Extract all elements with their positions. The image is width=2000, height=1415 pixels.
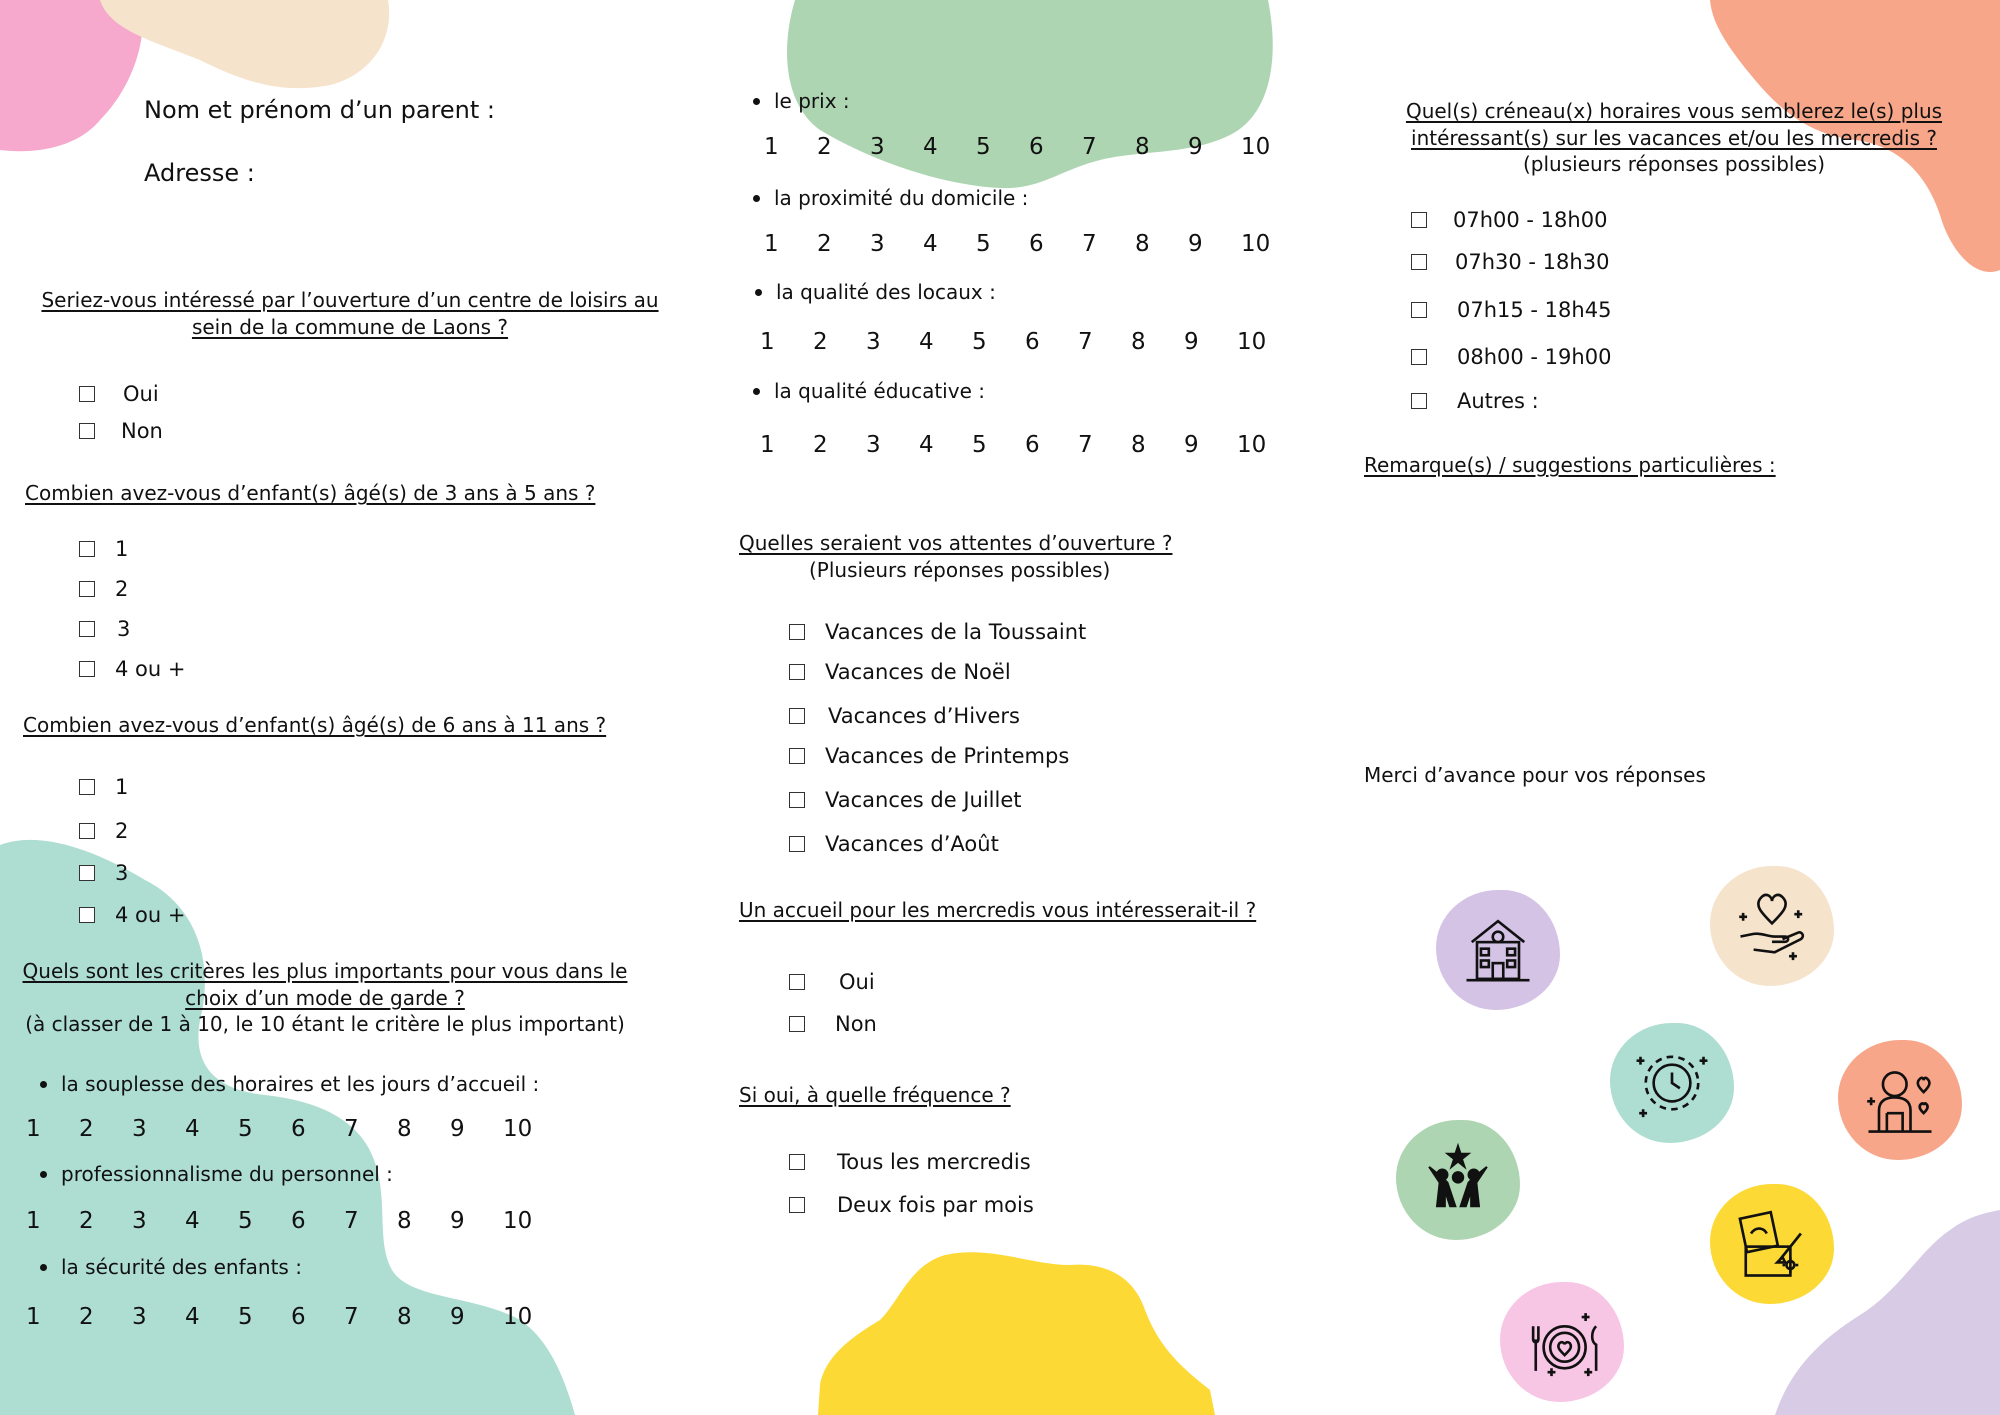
rating-2[interactable]: 2	[79, 1208, 94, 1234]
rating-7[interactable]: 7	[1078, 432, 1093, 458]
checkbox[interactable]	[789, 836, 805, 852]
option-vacances-printemps[interactable]: Vacances de Printemps	[789, 744, 1069, 768]
question-timeslots-title: Quel(s) créneau(x) horaires vous semblerez le(s) plus intéressant(s) sur les vacances et/ou les mercredis ?	[1405, 99, 1943, 150]
rating-3[interactable]: 3	[870, 134, 885, 160]
address-label: Adresse :	[144, 159, 255, 187]
rating-4[interactable]: 4	[919, 432, 934, 458]
rating-2[interactable]: 2	[817, 231, 832, 257]
rating-4[interactable]: 4	[923, 134, 938, 160]
checkbox[interactable]	[79, 621, 95, 637]
option-children-3-5-1[interactable]: 1	[79, 537, 128, 561]
rating-6[interactable]: 6	[1029, 134, 1044, 160]
checkbox[interactable]	[789, 624, 805, 640]
option-vacances-juillet[interactable]: Vacances de Juillet	[789, 788, 1022, 812]
rating-1[interactable]: 1	[764, 231, 779, 257]
cheering-kids-icon	[1396, 1120, 1520, 1240]
option-slot-autres[interactable]: Autres :	[1411, 389, 1539, 413]
rating-7[interactable]: 7	[344, 1304, 359, 1330]
option-interest-non[interactable]: Non	[79, 419, 163, 443]
criterion-price: le prix :	[753, 89, 850, 113]
criterion-safety: la sécurité des enfants :	[40, 1255, 302, 1279]
question-opening-title: Quelles seraient vos attentes d’ouverture ?	[739, 531, 1173, 555]
question-children-6-11: Combien avez-vous d’enfant(s) âgé(s) de 6 ans à 11 ans ?	[23, 713, 607, 737]
rating-4[interactable]: 4	[923, 231, 938, 257]
option-slot-0800-1900[interactable]: 08h00 - 19h00	[1411, 345, 1611, 369]
rating-9[interactable]: 9	[1188, 134, 1203, 160]
option-every-wednesday[interactable]: Tous les mercredis	[789, 1150, 1031, 1174]
checkbox[interactable]	[1411, 393, 1427, 409]
rating-5[interactable]: 5	[972, 432, 987, 458]
rating-scale-schedule[interactable]	[26, 1116, 556, 1142]
rating-8[interactable]: 8	[397, 1208, 412, 1234]
option-vacances-hivers[interactable]: Vacances d’Hivers	[789, 704, 1020, 728]
rating-5[interactable]: 5	[972, 329, 987, 355]
rating-10[interactable]: 10	[1241, 231, 1271, 257]
option-children-3-5-3[interactable]: 3	[79, 617, 130, 641]
checkbox[interactable]	[789, 1016, 805, 1032]
option-children-6-11-4plus[interactable]: 4 ou +	[79, 903, 185, 927]
rating-3[interactable]: 3	[132, 1208, 147, 1234]
arts-crafts-icon	[1710, 1184, 1834, 1304]
rating-10[interactable]: 10	[503, 1116, 533, 1142]
remarks-label: Remarque(s) / suggestions particulières :	[1364, 453, 1776, 477]
checkbox[interactable]	[1411, 302, 1427, 318]
rating-6[interactable]: 6	[291, 1116, 306, 1142]
option-children-3-5-4plus[interactable]: 4 ou +	[79, 657, 185, 681]
criterion-staff: professionnalisme du personnel :	[40, 1162, 393, 1186]
rating-3[interactable]: 3	[132, 1116, 147, 1142]
option-children-6-11-3[interactable]: 3	[79, 861, 128, 885]
rating-3[interactable]: 3	[866, 329, 881, 355]
option-interest-oui[interactable]: Oui	[79, 382, 159, 406]
rating-1[interactable]: 1	[760, 329, 775, 355]
rating-4[interactable]: 4	[919, 329, 934, 355]
checkbox[interactable]	[1411, 349, 1427, 365]
rating-9[interactable]: 9	[450, 1116, 465, 1142]
rating-5[interactable]: 5	[976, 134, 991, 160]
rating-8[interactable]: 8	[1131, 432, 1146, 458]
rating-3[interactable]: 3	[870, 231, 885, 257]
checkbox[interactable]	[79, 541, 95, 557]
checkbox[interactable]	[789, 1154, 805, 1170]
checkbox[interactable]	[789, 748, 805, 764]
option-children-6-11-1[interactable]: 1	[79, 775, 128, 799]
criterion-education: la qualité éducative :	[753, 379, 985, 403]
option-children-6-11-2[interactable]: 2	[79, 819, 128, 843]
question-interest: Seriez-vous intéressé par l’ouverture d’un centre de loisirs au sein de la commune de Laons ?	[41, 288, 659, 339]
criterion-proximity: la proximité du domicile :	[753, 186, 1028, 210]
checkbox[interactable]	[79, 423, 95, 439]
question-criteria-subtitle: (à classer de 1 à 10, le 10 étant le critère le plus important)	[25, 1012, 625, 1036]
checkbox[interactable]	[789, 1197, 805, 1213]
checkbox[interactable]	[79, 779, 95, 795]
rating-10[interactable]: 10	[1237, 329, 1267, 355]
rating-1[interactable]: 1	[26, 1208, 41, 1234]
rating-9[interactable]: 9	[1188, 231, 1203, 257]
rating-9[interactable]: 9	[450, 1208, 465, 1234]
question-children-3-5: Combien avez-vous d’enfant(s) âgé(s) de 3 ans à 5 ans ?	[25, 481, 596, 505]
rating-1[interactable]: 1	[760, 432, 775, 458]
checkbox[interactable]	[789, 974, 805, 990]
checkbox[interactable]	[79, 581, 95, 597]
rating-scale-premises[interactable]	[760, 329, 1290, 355]
rating-10[interactable]: 10	[503, 1208, 533, 1234]
rating-7[interactable]: 7	[344, 1208, 359, 1234]
rating-6[interactable]: 6	[291, 1304, 306, 1330]
rating-2[interactable]: 2	[813, 432, 828, 458]
criterion-premises: la qualité des locaux :	[755, 280, 996, 304]
rating-8[interactable]: 8	[1135, 134, 1150, 160]
option-wednesday-non[interactable]: Non	[789, 1012, 877, 1036]
rating-8[interactable]: 8	[397, 1304, 412, 1330]
rating-8[interactable]: 8	[1131, 329, 1146, 355]
checkbox[interactable]	[1411, 254, 1427, 270]
clock-gear-icon	[1610, 1023, 1734, 1143]
rating-1[interactable]: 1	[26, 1304, 41, 1330]
option-slot-0700-1800[interactable]: 07h00 - 18h00	[1411, 208, 1607, 232]
mother-hearts-icon	[1838, 1040, 1962, 1160]
rating-6[interactable]: 6	[291, 1208, 306, 1234]
rating-5[interactable]: 5	[976, 231, 991, 257]
checkbox[interactable]	[79, 865, 95, 881]
checkbox[interactable]	[789, 792, 805, 808]
option-vacances-noel[interactable]: Vacances de Noël	[789, 660, 1011, 684]
rating-4[interactable]: 4	[185, 1208, 200, 1234]
checkbox[interactable]	[79, 823, 95, 839]
school-icon	[1436, 890, 1560, 1010]
checkbox[interactable]	[79, 661, 95, 677]
rating-scale-staff[interactable]	[26, 1208, 556, 1234]
rating-7[interactable]: 7	[344, 1116, 359, 1142]
rating-4[interactable]: 4	[185, 1116, 200, 1142]
rating-5[interactable]: 5	[238, 1304, 253, 1330]
rating-7[interactable]: 7	[1082, 134, 1097, 160]
option-twice-month[interactable]: Deux fois par mois	[789, 1193, 1034, 1217]
rating-6[interactable]: 6	[1029, 231, 1044, 257]
option-slot-0715-1845[interactable]: 07h15 - 18h45	[1411, 298, 1611, 322]
checkbox[interactable]	[79, 907, 95, 923]
rating-5[interactable]: 5	[238, 1116, 253, 1142]
rating-scale-safety[interactable]	[26, 1304, 556, 1330]
rating-8[interactable]: 8	[397, 1116, 412, 1142]
rating-10[interactable]: 10	[1237, 432, 1267, 458]
checkbox[interactable]	[1411, 212, 1427, 228]
rating-scale-proximity[interactable]	[764, 231, 1294, 257]
rating-3[interactable]: 3	[132, 1304, 147, 1330]
option-slot-0730-1830[interactable]: 07h30 - 18h30	[1411, 250, 1609, 274]
parent-name-label: Nom et prénom d’un parent :	[144, 96, 495, 124]
rating-10[interactable]: 10	[503, 1304, 533, 1330]
rating-1[interactable]: 1	[26, 1116, 41, 1142]
rating-2[interactable]: 2	[817, 134, 832, 160]
rating-7[interactable]: 7	[1082, 231, 1097, 257]
rating-3[interactable]: 3	[866, 432, 881, 458]
checkbox[interactable]	[79, 386, 95, 402]
rating-9[interactable]: 9	[1184, 329, 1199, 355]
rating-2[interactable]: 2	[813, 329, 828, 355]
option-children-3-5-2[interactable]: 2	[79, 577, 128, 601]
rating-6[interactable]: 6	[1025, 432, 1040, 458]
rating-7[interactable]: 7	[1078, 329, 1093, 355]
thanks-message: Merci d’avance pour vos réponses	[1364, 763, 1706, 787]
question-wednesday: Un accueil pour les mercredis vous intéresserait-il ?	[739, 898, 1257, 922]
checkbox[interactable]	[789, 708, 805, 724]
rating-5[interactable]: 5	[238, 1208, 253, 1234]
caring-hand-heart-icon	[1710, 866, 1834, 986]
question-timeslots-subtitle: (plusieurs réponses possibles)	[1523, 152, 1825, 176]
question-frequency: Si oui, à quelle fréquence ?	[739, 1083, 1011, 1107]
rating-10[interactable]: 10	[1241, 134, 1271, 160]
option-wednesday-oui[interactable]: Oui	[789, 970, 875, 994]
rating-4[interactable]: 4	[185, 1304, 200, 1330]
rating-1[interactable]: 1	[764, 134, 779, 160]
option-vacances-aout[interactable]: Vacances d’Août	[789, 832, 999, 856]
rating-8[interactable]: 8	[1135, 231, 1150, 257]
rating-9[interactable]: 9	[450, 1304, 465, 1330]
rating-scale-education[interactable]	[760, 432, 1290, 458]
rating-6[interactable]: 6	[1025, 329, 1040, 355]
checkbox[interactable]	[789, 664, 805, 680]
rating-scale-price[interactable]	[764, 134, 1294, 160]
criterion-schedule: la souplesse des horaires et les jours d’accueil :	[40, 1072, 539, 1096]
plate-heart-icon	[1500, 1282, 1624, 1402]
rating-9[interactable]: 9	[1184, 432, 1199, 458]
question-criteria-title: Quels sont les critères les plus importants pour vous dans le choix d’un mode de garde ?	[22, 959, 628, 1010]
question-opening-subtitle: (Plusieurs réponses possibles)	[809, 558, 1111, 582]
option-vacances-toussaint[interactable]: Vacances de la Toussaint	[789, 620, 1086, 644]
rating-2[interactable]: 2	[79, 1116, 94, 1142]
rating-2[interactable]: 2	[79, 1304, 94, 1330]
